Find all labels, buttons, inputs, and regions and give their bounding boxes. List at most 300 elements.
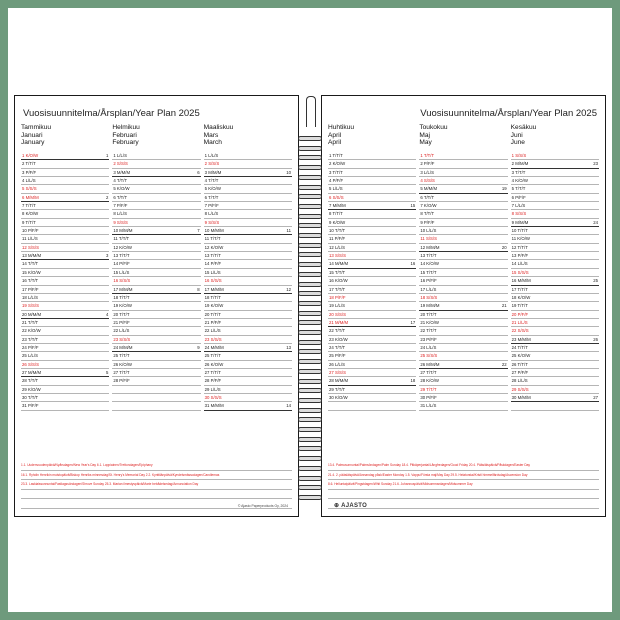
day-row[interactable] xyxy=(21,369,109,377)
day-row[interactable] xyxy=(511,160,599,168)
day-row[interactable] xyxy=(112,369,200,377)
day-row[interactable] xyxy=(112,152,200,160)
day-label: 4 P/F/F xyxy=(329,178,344,184)
day-label: 16 S/S/S xyxy=(204,278,222,284)
week-number: 16 xyxy=(410,261,416,267)
month-name-line: Huhtikuu xyxy=(328,124,355,131)
day-label: 8 K/O/W xyxy=(22,211,39,217)
day-row[interactable] xyxy=(419,294,507,302)
day-row[interactable] xyxy=(419,252,507,260)
day-row[interactable] xyxy=(419,327,507,335)
day-label: 10 P/F/F xyxy=(22,228,39,234)
day-label: 1 L/L/S xyxy=(113,153,127,158)
day-row[interactable] xyxy=(112,302,200,310)
day-row[interactable] xyxy=(21,377,109,385)
holiday-notes xyxy=(21,461,292,509)
months-grid xyxy=(21,124,292,411)
spiral-coil xyxy=(298,291,322,296)
week-number: 17 xyxy=(410,319,416,325)
day-label: 3 P/F/F xyxy=(22,169,37,175)
day-row[interactable] xyxy=(21,394,109,402)
day-row[interactable] xyxy=(328,169,416,177)
day-row[interactable] xyxy=(419,302,507,310)
day-row[interactable] xyxy=(112,177,200,185)
day-row[interactable] xyxy=(511,277,599,285)
month-column xyxy=(328,124,416,411)
day-row[interactable] xyxy=(204,327,292,335)
day-label: 31 P/F/F xyxy=(22,403,39,409)
day-row[interactable] xyxy=(204,344,292,352)
day-row[interactable] xyxy=(21,402,109,410)
day-row[interactable] xyxy=(21,311,109,319)
week-number: 6 xyxy=(197,169,200,175)
day-row[interactable] xyxy=(112,327,200,335)
day-row[interactable] xyxy=(21,227,109,235)
day-label: 2 K/O/W xyxy=(329,161,346,167)
day-row[interactable] xyxy=(328,319,416,327)
day-row[interactable] xyxy=(511,344,599,352)
day-row[interactable] xyxy=(112,294,200,302)
day-label: 22 T/T/T xyxy=(329,328,346,334)
day-label: 13 T/T/T xyxy=(113,253,130,259)
day-row[interactable] xyxy=(21,169,109,177)
day-label: 28 P/F/F xyxy=(113,378,130,384)
day-row[interactable] xyxy=(21,235,109,243)
day-row[interactable] xyxy=(204,286,292,294)
day-row[interactable] xyxy=(419,319,507,327)
day-label: 19 S/S/S xyxy=(22,303,39,309)
spiral-coil xyxy=(298,340,322,345)
day-label: 9 P/F/F xyxy=(420,219,435,225)
day-row[interactable] xyxy=(204,352,292,360)
note-line[interactable] xyxy=(328,499,599,509)
day-row[interactable] xyxy=(328,235,416,243)
day-row[interactable] xyxy=(112,402,200,410)
day-row[interactable] xyxy=(204,369,292,377)
day-row[interactable] xyxy=(21,277,109,285)
spiral-coil xyxy=(298,262,322,267)
day-row[interactable] xyxy=(419,235,507,243)
day-row[interactable] xyxy=(328,302,416,310)
day-row[interactable] xyxy=(328,252,416,260)
day-row[interactable] xyxy=(21,319,109,327)
day-row[interactable] xyxy=(419,177,507,185)
day-row[interactable] xyxy=(112,277,200,285)
day-label: 9 M/M/M xyxy=(511,219,529,225)
day-row[interactable] xyxy=(21,286,109,294)
day-row[interactable] xyxy=(511,369,599,377)
week-number: 12 xyxy=(286,286,291,292)
day-label: 27 T/T/T xyxy=(420,369,437,375)
day-row[interactable] xyxy=(419,311,507,319)
day-row[interactable] xyxy=(204,294,292,302)
day-label: 13 P/F/F xyxy=(511,253,529,259)
day-row[interactable] xyxy=(112,286,200,294)
spiral-coil xyxy=(298,476,322,481)
spiral-coil xyxy=(298,398,322,403)
day-row[interactable] xyxy=(328,260,416,268)
day-label: 25 T/T/T xyxy=(204,353,221,359)
day-row[interactable] xyxy=(21,219,109,227)
day-row[interactable] xyxy=(511,194,599,202)
day-row[interactable] xyxy=(328,152,416,160)
day-label: 4 L/L/S xyxy=(22,178,36,184)
day-row[interactable] xyxy=(112,319,200,327)
day-row[interactable] xyxy=(112,169,200,177)
day-label: 24 P/F/F xyxy=(22,344,39,350)
day-row[interactable] xyxy=(419,277,507,285)
day-row[interactable] xyxy=(419,152,507,160)
day-row[interactable] xyxy=(112,311,200,319)
day-row[interactable] xyxy=(204,361,292,369)
day-label: 28 M/M/M xyxy=(329,378,349,384)
day-row[interactable] xyxy=(112,202,200,210)
day-row[interactable] xyxy=(21,260,109,268)
day-label: 26 K/O/W xyxy=(113,361,132,367)
day-row[interactable] xyxy=(511,169,599,177)
day-row[interactable] xyxy=(328,294,416,302)
day-label: 13 T/T/T xyxy=(420,253,437,259)
week-number: 4 xyxy=(105,311,109,317)
day-row[interactable] xyxy=(511,185,599,193)
day-row[interactable] xyxy=(511,252,599,260)
day-row[interactable] xyxy=(328,277,416,285)
day-row[interactable] xyxy=(112,352,200,360)
day-label: 26 S/S/S xyxy=(22,361,39,367)
day-label: 27 T/T/T xyxy=(113,369,130,375)
day-label: 14 P/F/F xyxy=(113,261,130,267)
day-label: 20 T/T/T xyxy=(113,311,130,317)
day-label: 29 L/L/S xyxy=(204,386,221,392)
day-row[interactable] xyxy=(112,386,200,394)
day-label: 28 T/T/T xyxy=(22,378,39,384)
day-row[interactable] xyxy=(328,210,416,218)
day-row[interactable] xyxy=(204,152,292,160)
day-row[interactable] xyxy=(204,185,292,193)
day-label: 20 T/T/T xyxy=(204,311,221,317)
day-label: 21 P/F/F xyxy=(204,319,222,325)
day-label: 9 K/O/W xyxy=(329,219,346,225)
day-row[interactable] xyxy=(328,402,416,410)
week-number: 23 xyxy=(593,161,598,167)
day-row[interactable] xyxy=(204,202,292,210)
day-row[interactable] xyxy=(328,311,416,319)
day-row[interactable] xyxy=(21,336,109,344)
day-row[interactable] xyxy=(21,344,109,352)
day-row[interactable] xyxy=(511,394,599,402)
week-number: 11 xyxy=(286,228,291,234)
day-row[interactable] xyxy=(511,269,599,277)
day-label: 12 K/O/W xyxy=(113,244,132,250)
day-label: 18 L/L/S xyxy=(22,294,39,300)
day-row[interactable] xyxy=(511,377,599,385)
day-row[interactable] xyxy=(328,269,416,277)
day-row[interactable] xyxy=(112,210,200,218)
day-row[interactable] xyxy=(419,377,507,385)
day-label: 3 T/T/T xyxy=(511,169,526,175)
day-row[interactable] xyxy=(511,386,599,394)
day-label: 19 K/O/W xyxy=(204,303,224,309)
day-row[interactable] xyxy=(419,369,507,377)
day-row[interactable] xyxy=(419,227,507,235)
day-label: 4 K/O/W xyxy=(511,178,528,184)
month-name-line: Tammikuu xyxy=(21,124,52,131)
spiral-coil xyxy=(298,437,322,442)
day-label: 7 P/F/F xyxy=(113,203,128,209)
week-number: 9 xyxy=(197,344,200,350)
day-row[interactable] xyxy=(204,269,292,277)
day-row[interactable] xyxy=(419,210,507,218)
day-row[interactable] xyxy=(21,302,109,310)
day-row[interactable] xyxy=(204,277,292,285)
day-row[interactable] xyxy=(21,244,109,252)
day-row[interactable] xyxy=(21,352,109,360)
day-row[interactable] xyxy=(204,177,292,185)
day-row[interactable] xyxy=(21,269,109,277)
day-row[interactable] xyxy=(328,160,416,168)
day-label: 27 T/T/T xyxy=(204,369,221,375)
day-label: 11 L/L/S xyxy=(22,236,38,242)
day-row[interactable] xyxy=(21,386,109,394)
day-row[interactable] xyxy=(419,169,507,177)
spiral-coil xyxy=(298,252,322,257)
day-label: 1 T/T/T xyxy=(420,153,435,158)
day-label: 17 T/T/T xyxy=(511,286,528,292)
day-row[interactable] xyxy=(511,152,599,160)
note-line[interactable] xyxy=(21,490,292,500)
day-label: 26 M/M/M xyxy=(420,361,440,367)
day-row[interactable] xyxy=(328,394,416,402)
day-row[interactable] xyxy=(511,227,599,235)
holiday-notes xyxy=(328,461,599,509)
day-row[interactable] xyxy=(511,202,599,210)
day-row[interactable] xyxy=(511,235,599,243)
day-row[interactable] xyxy=(419,219,507,227)
day-row[interactable] xyxy=(204,244,292,252)
spiral-coil xyxy=(298,408,322,413)
day-row[interactable] xyxy=(511,244,599,252)
day-row[interactable] xyxy=(419,202,507,210)
day-row[interactable] xyxy=(204,386,292,394)
day-label: 9 S/S/S xyxy=(113,219,128,225)
day-row[interactable] xyxy=(204,311,292,319)
day-label: 29 K/O/W xyxy=(22,386,41,392)
day-row[interactable] xyxy=(328,194,416,202)
day-label: 5 S/S/S xyxy=(22,186,37,192)
day-row[interactable] xyxy=(112,185,200,193)
day-row[interactable] xyxy=(328,327,416,335)
day-row[interactable] xyxy=(21,327,109,335)
day-row[interactable] xyxy=(328,344,416,352)
spiral-coil xyxy=(298,146,322,151)
day-row[interactable] xyxy=(112,219,200,227)
day-row[interactable] xyxy=(112,244,200,252)
day-label: 7 K/O/W xyxy=(420,203,437,209)
note-line[interactable] xyxy=(328,490,599,500)
week-number: 22 xyxy=(501,361,507,367)
day-row[interactable] xyxy=(204,227,292,235)
day-row[interactable] xyxy=(328,352,416,360)
day-row[interactable] xyxy=(112,344,200,352)
day-row[interactable] xyxy=(112,361,200,369)
day-label: 23 P/F/F xyxy=(420,336,437,342)
day-row[interactable] xyxy=(21,185,109,193)
day-row[interactable] xyxy=(204,219,292,227)
day-label: 21 T/T/T xyxy=(22,319,39,325)
month-name-line: Maj xyxy=(419,131,430,139)
day-label: 26 K/O/W xyxy=(204,361,224,367)
day-row[interactable] xyxy=(511,361,599,369)
day-row[interactable] xyxy=(204,160,292,168)
day-row[interactable] xyxy=(328,286,416,294)
day-row[interactable] xyxy=(328,202,416,210)
week-number: 27 xyxy=(593,394,598,400)
day-row[interactable] xyxy=(204,319,292,327)
day-row[interactable] xyxy=(204,194,292,202)
copyright: © Ajasto Paperproducts Oy, 2024 xyxy=(237,504,288,508)
day-row[interactable] xyxy=(112,194,200,202)
day-row[interactable] xyxy=(204,210,292,218)
day-row[interactable] xyxy=(21,294,109,302)
day-row[interactable] xyxy=(511,294,599,302)
day-row[interactable] xyxy=(419,160,507,168)
spiral-coil xyxy=(298,330,322,335)
day-row[interactable] xyxy=(328,185,416,193)
day-row[interactable] xyxy=(204,302,292,310)
day-row[interactable] xyxy=(112,336,200,344)
month-name-line: Maaliskuu xyxy=(203,124,234,131)
month-name-line: March xyxy=(203,139,222,147)
day-row[interactable] xyxy=(511,286,599,294)
day-label: 11 K/O/W xyxy=(511,236,530,242)
holiday-note: 23.3. Laskiaissunnuntai/Fastlagssöndagen/Shrove Sunday 25.3. Marian ilmestyspäivä/Marie bebådelsedag/Annunciation Day xyxy=(21,480,292,490)
day-row[interactable] xyxy=(21,202,109,210)
day-label: 31 M/M/M xyxy=(204,403,224,409)
day-row[interactable] xyxy=(511,177,599,185)
day-row[interactable] xyxy=(419,260,507,268)
brand-logo: ⊕ AJASTO xyxy=(334,503,368,509)
week-number: 20 xyxy=(501,244,507,250)
day-row[interactable] xyxy=(328,386,416,394)
day-label: 12 K/O/W xyxy=(204,244,224,250)
day-row[interactable] xyxy=(112,269,200,277)
day-row[interactable] xyxy=(112,235,200,243)
spiral-coil xyxy=(298,417,322,422)
day-label: 18 S/S/S xyxy=(420,294,438,300)
day-row[interactable] xyxy=(21,160,109,168)
day-row[interactable] xyxy=(21,177,109,185)
day-row[interactable] xyxy=(419,336,507,344)
day-row[interactable] xyxy=(419,269,507,277)
day-row[interactable] xyxy=(328,219,416,227)
day-row[interactable] xyxy=(21,152,109,160)
day-row[interactable] xyxy=(419,352,507,360)
day-label: 25 P/F/F xyxy=(329,353,346,359)
day-row[interactable] xyxy=(21,210,109,218)
day-row[interactable] xyxy=(511,352,599,360)
day-row[interactable] xyxy=(112,160,200,168)
day-label: 22 L/L/S xyxy=(113,328,130,334)
day-row[interactable] xyxy=(328,177,416,185)
day-row[interactable] xyxy=(112,394,200,402)
day-label: 10 M/M/M xyxy=(204,228,224,234)
day-row[interactable] xyxy=(511,302,599,310)
day-label: 27 M/M/M xyxy=(22,369,42,375)
day-row[interactable] xyxy=(204,260,292,268)
day-row[interactable] xyxy=(112,227,200,235)
day-row[interactable] xyxy=(112,260,200,268)
day-row[interactable] xyxy=(419,394,507,402)
left-page xyxy=(14,95,299,517)
day-row[interactable] xyxy=(419,386,507,394)
spiral-coil xyxy=(298,427,322,432)
day-row[interactable] xyxy=(204,377,292,385)
day-label: 30 K/O/W xyxy=(329,394,348,400)
day-row[interactable] xyxy=(419,194,507,202)
day-row[interactable] xyxy=(328,227,416,235)
day-row[interactable] xyxy=(419,244,507,252)
day-label: 6 T/T/T xyxy=(204,194,219,200)
spiral-coil xyxy=(298,204,322,209)
spiral-coil xyxy=(298,349,322,354)
day-row[interactable] xyxy=(204,402,292,410)
day-row[interactable] xyxy=(419,361,507,369)
day-row[interactable] xyxy=(328,361,416,369)
day-row[interactable] xyxy=(419,344,507,352)
day-label: 10 T/T/T xyxy=(511,228,528,234)
day-row[interactable] xyxy=(204,394,292,402)
week-number: 5 xyxy=(105,369,109,375)
day-row[interactable] xyxy=(204,169,292,177)
day-label: 5 K/O/W xyxy=(113,186,130,192)
day-label: 17 T/T/T xyxy=(329,286,346,292)
day-row[interactable] xyxy=(419,185,507,193)
day-label: 2 T/T/T xyxy=(22,161,36,167)
month-column xyxy=(419,124,507,411)
day-row[interactable] xyxy=(112,377,200,385)
day-label: 20 T/T/T xyxy=(420,311,437,317)
month-name-line: April xyxy=(328,139,342,147)
day-label: 15 T/T/T xyxy=(329,269,346,275)
day-row[interactable] xyxy=(511,319,599,327)
day-label: 5 M/M/M xyxy=(420,186,438,192)
day-row[interactable] xyxy=(511,327,599,335)
month-name xyxy=(328,124,416,148)
day-row[interactable] xyxy=(419,286,507,294)
day-row[interactable] xyxy=(328,336,416,344)
day-row[interactable] xyxy=(328,244,416,252)
day-row[interactable] xyxy=(511,311,599,319)
day-row[interactable] xyxy=(511,210,599,218)
day-row[interactable] xyxy=(511,260,599,268)
day-row[interactable] xyxy=(204,252,292,260)
day-row[interactable] xyxy=(511,402,599,410)
day-row[interactable] xyxy=(511,336,599,344)
day-row[interactable] xyxy=(21,252,109,260)
day-row[interactable] xyxy=(21,194,109,202)
day-row[interactable] xyxy=(112,252,200,260)
day-row[interactable] xyxy=(511,219,599,227)
day-row[interactable] xyxy=(419,402,507,410)
day-label: 16 T/T/T xyxy=(22,278,39,284)
day-row[interactable] xyxy=(21,361,109,369)
month-name-line: Juni xyxy=(510,131,523,139)
day-row[interactable] xyxy=(328,377,416,385)
week-number: 3 xyxy=(105,253,109,259)
day-row[interactable] xyxy=(204,336,292,344)
day-row[interactable] xyxy=(204,235,292,243)
day-row[interactable] xyxy=(328,369,416,377)
